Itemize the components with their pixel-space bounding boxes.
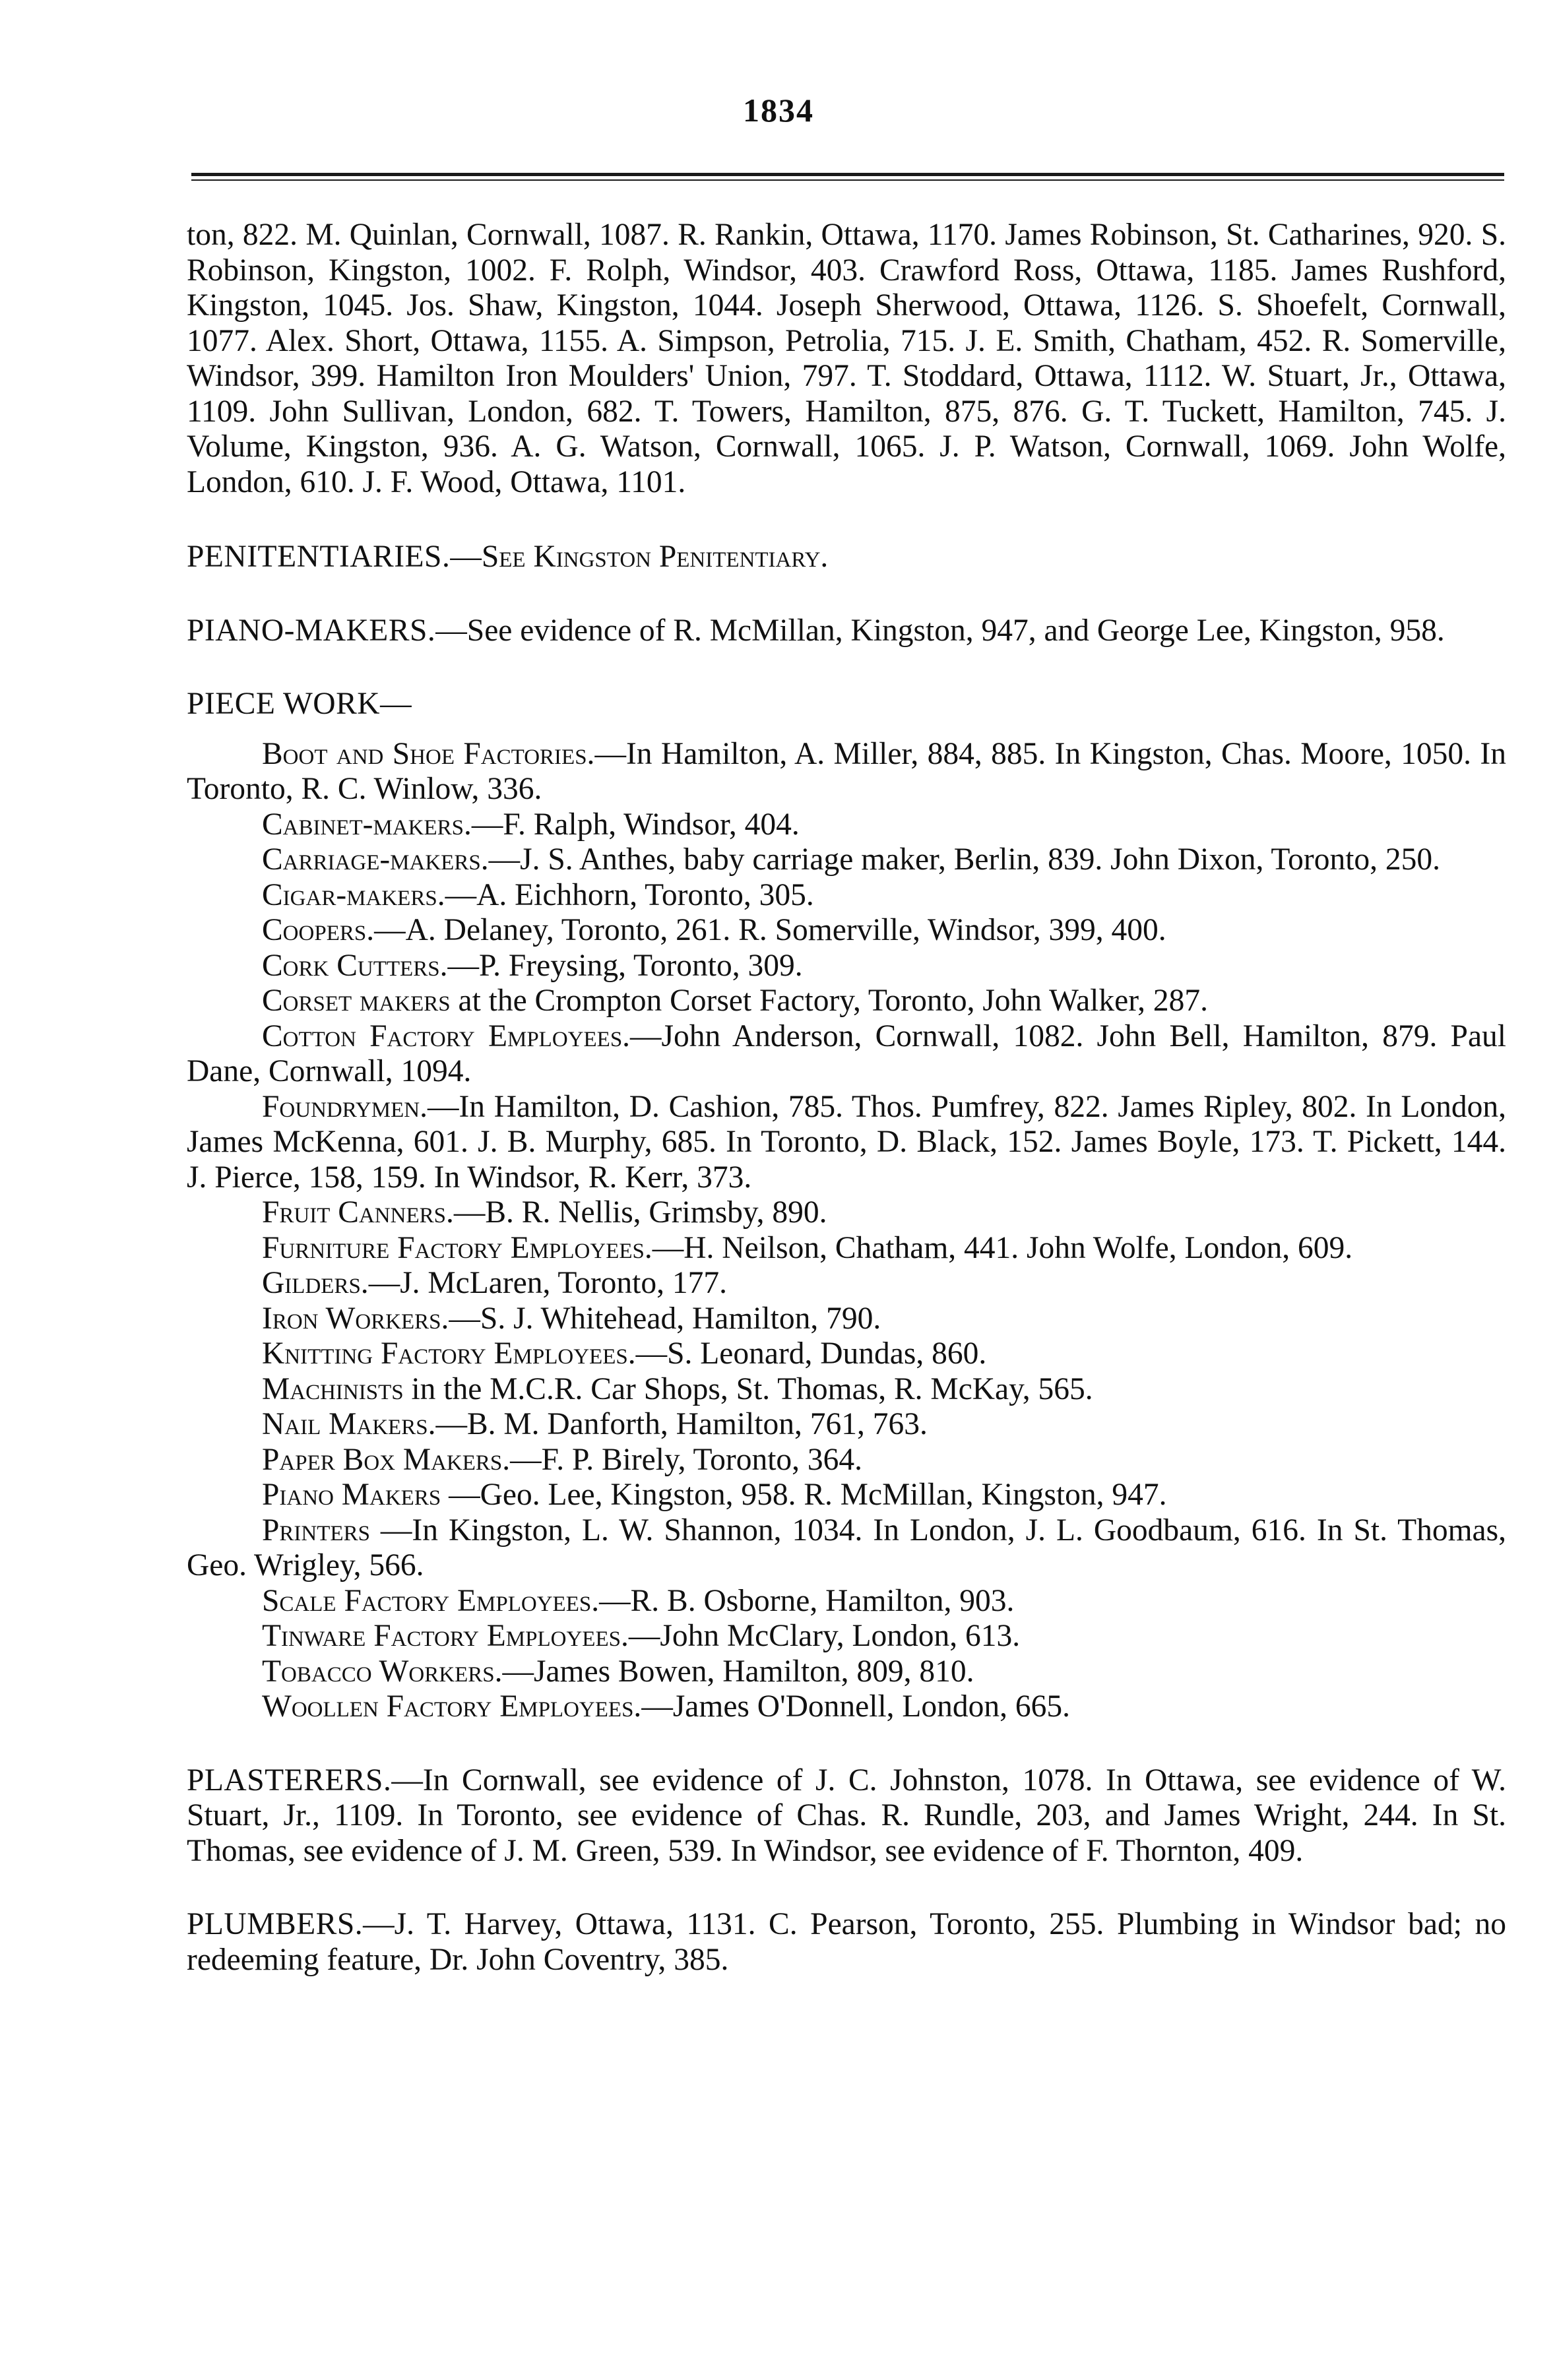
subentry-label: Cork Cutters. — [262, 948, 448, 983]
header-rule-thin — [191, 179, 1504, 181]
piece-work-subentry — [187, 807, 1506, 843]
subentry-label: Printers — [262, 1513, 370, 1548]
header-rule — [191, 173, 1504, 176]
piece-work-subentry — [187, 842, 1506, 878]
subentry-text: —In Kingston, L. W. Shannon, 1034. In London, J. L. Goodbaum, 616. In St. Thomas, Geo. Wrigley, 566. — [187, 1513, 1506, 1582]
piece-work-subentry — [187, 1231, 1506, 1267]
subentry-label: Cabinet-makers. — [262, 807, 472, 842]
entry-piece-work — [187, 687, 1506, 722]
entry-heading: PIECE WORK— — [187, 687, 412, 721]
subentry-label: Nail Makers. — [262, 1407, 436, 1441]
piece-work-subentry — [187, 1195, 1506, 1231]
subentry-text: —P. Freysing, Toronto, 309. — [447, 948, 803, 983]
entry-text: —See evidence of R. McMillan, Kingston, 947, and George Lee, Kingston, 958. — [435, 613, 1445, 648]
subentry-text: —In Hamilton, A. Miller, 884, 885. In Kingston, Chas. Moore, 1050. In Toronto, R. C. Winlow, 336. — [187, 736, 1507, 806]
subentry-text: —James Bowen, Hamilton, 809, 810. — [502, 1654, 974, 1689]
subentry-label: Cotton Factory Employees. — [262, 1018, 631, 1053]
piece-work-subentry — [187, 878, 1506, 914]
subentry-text: —F. P. Birely, Toronto, 364. — [510, 1442, 863, 1477]
subentry-text: at the Crompton Corset Factory, Toronto, John Walker, 287. — [450, 984, 1209, 1018]
piece-work-subentry — [187, 1654, 1506, 1690]
subentry-text: —Geo. Lee, Kingston, 958. R. McMillan, Kingston, 947. — [441, 1478, 1167, 1512]
subentry-text: —John McClary, London, 613. — [628, 1619, 1021, 1653]
subentry-label: Gilders. — [262, 1266, 369, 1300]
entry-plasterers — [187, 1763, 1506, 1869]
piece-work-subentry — [187, 1336, 1506, 1372]
entry-text: —In Cornwall, see evidence of J. C. Johnston, 1078. In Ottawa, see evidence of W. Stuart, Jr., 1109. In Toronto, see evidence of Chas. R. Rundle, 203, and James Wright, 244. In St. Thomas, see evidence of J. M. Green, 539. In Windsor, see evidence of F. Thornton, 409. — [187, 1763, 1506, 1868]
subentry-label: Fruit Canners. — [262, 1195, 454, 1230]
entry-text: —See Kingston Penitentiary. — [450, 540, 829, 574]
subentry-label: Boot and Shoe Factories. — [262, 736, 595, 771]
piece-work-subentry — [187, 1584, 1506, 1619]
subentry-label: Piano Makers — [262, 1478, 441, 1512]
piece-work-subentry — [187, 1019, 1506, 1090]
piece-work-subentry — [187, 949, 1506, 984]
subentry-label: Paper Box Makers. — [262, 1442, 511, 1477]
piece-work-subentry — [187, 1513, 1506, 1584]
subentry-text: —S. J. Whitehead, Hamilton, 790. — [449, 1301, 881, 1336]
entry-text: —J. T. Harvey, Ottawa, 1131. C. Pearson, Toronto, 255. Plumbing in Windsor bad; no redeeming feature, Dr. John Coventry, 385. — [187, 1907, 1506, 1977]
subentry-text: —J. S. Anthes, baby carriage maker, Berlin, 839. John Dixon, Toronto, 250. — [488, 842, 1441, 877]
subentry-text: —John Anderson, Cornwall, 1082. John Bell, Hamilton, 879. Paul Dane, Cornwall, 1094. — [187, 1018, 1506, 1088]
subentry-label: Carriage-makers. — [262, 842, 489, 877]
subentry-label: Furniture Factory Employees. — [262, 1230, 652, 1265]
subentry-label: Corset makers — [262, 984, 451, 1018]
piece-work-subentry — [187, 1689, 1506, 1725]
piece-work-subentry — [187, 1090, 1506, 1196]
entry-heading: PLUMBERS. — [187, 1907, 364, 1941]
entry-heading: PIANO-MAKERS. — [187, 613, 436, 648]
piece-work-subentry — [187, 737, 1506, 807]
subentry-text: —B. M. Danforth, Hamilton, 761, 763. — [435, 1407, 928, 1441]
subentry-text: —B. R. Nellis, Grimsby, 890. — [453, 1195, 827, 1230]
piece-work-subentry — [187, 1619, 1506, 1654]
subentry-text: in the M.C.R. Car Shops, St. Thomas, R. McKay, 565. — [403, 1371, 1093, 1406]
subentry-text: —H. Neilson, Chatham, 441. John Wolfe, London, 609. — [652, 1230, 1353, 1265]
piece-work-subentry — [187, 1266, 1506, 1301]
subentry-label: Cigar-makers. — [262, 877, 445, 912]
entry-penitentiaries — [187, 540, 1506, 575]
subentry-text: —A. Eichhorn, Toronto, 305. — [445, 877, 814, 912]
subentry-text: —A. Delaney, Toronto, 261. R. Somerville, Windsor, 399, 400. — [374, 913, 1166, 947]
subentry-label: Machinists — [262, 1371, 404, 1406]
subentry-text: —James O'Donnell, London, 665. — [641, 1689, 1071, 1724]
entry-heading: PENITENTIARIES. — [187, 540, 451, 574]
entry-piano-makers — [187, 613, 1506, 649]
piece-work-subentry — [187, 913, 1506, 949]
subentry-label: Scale Factory Employees. — [262, 1583, 600, 1618]
piece-work-subentry — [187, 1478, 1506, 1513]
piece-work-subentries — [187, 737, 1506, 1725]
subentry-text: —J. McLaren, Toronto, 177. — [368, 1266, 727, 1300]
subentry-label: Iron Workers. — [262, 1301, 449, 1336]
piece-work-subentry — [187, 1372, 1506, 1408]
piece-work-subentry — [187, 984, 1506, 1019]
subentry-text: —R. B. Osborne, Hamilton, 903. — [599, 1583, 1015, 1618]
continued-entry-text: ton, 822. M. Quinlan, Cornwall, 1087. R. Rankin, Ottawa, 1170. James Robinson, St. Catharines, 920. S. Robinson, Kingston, 1002. F. Rolph, Windsor, 403. Crawford Ross, Ottawa, 1185. James Rushford, Kingston, 1045. Jos. Shaw, Kingston, 1044. Joseph Sherwood, Ottawa, 1126. S. Shoefelt, Cornwall, 1077. Alex. Short, Ottawa, 1155. A. Simpson, Petrolia, 715. J. E. Smith, Chatham, 452. R. Somerville, Windsor, 399. Hamilton Iron Moulders' Union, 797. T. Stoddard, Ottawa, 1112. W. Stuart, Jr., Ottawa, 1109. John Sullivan, London, 682. T. Towers, Hamilton, 875, 876. G. T. Tuckett, Hamilton, 745. J. Volume, Kingston, 936. A. G. Watson, Cornwall, 1065. J. P. Watson, Cornwall, 1069. John Wolfe, London, 610. J. F. Wood, Ottawa, 1101. — [187, 218, 1506, 499]
subentry-text: —F. Ralph, Windsor, 404. — [471, 807, 800, 842]
subentry-text: —S. Leonard, Dundas, 860. — [635, 1336, 987, 1371]
index-content — [187, 218, 1506, 1978]
subentry-label: Coopers. — [262, 913, 375, 947]
entry-heading: PLASTERERS. — [187, 1763, 392, 1798]
subentry-label: Tobacco Workers. — [262, 1654, 503, 1689]
subentry-text: —In Hamilton, D. Cashion, 785. Thos. Pumfrey, 822. James Ripley, 802. In London, James McKenna, 601. J. B. Murphy, 685. In Toronto, D. Black, 152. James Boyle, 173. T. Pickett, 144. J. Pierce, 158, 159. In Windsor, R. Kerr, 373. — [187, 1089, 1506, 1195]
piece-work-subentry — [187, 1443, 1506, 1478]
subentry-label: Woollen Factory Employees. — [262, 1689, 642, 1724]
piece-work-subentry — [187, 1301, 1506, 1337]
subentry-label: Knitting Factory Employees. — [262, 1336, 636, 1371]
piece-work-subentry — [187, 1407, 1506, 1443]
page-number: 1834 — [743, 92, 814, 129]
subentry-label: Tinware Factory Employees. — [262, 1619, 629, 1653]
entry-plumbers — [187, 1907, 1506, 1978]
subentry-label: Foundrymen. — [262, 1089, 428, 1124]
